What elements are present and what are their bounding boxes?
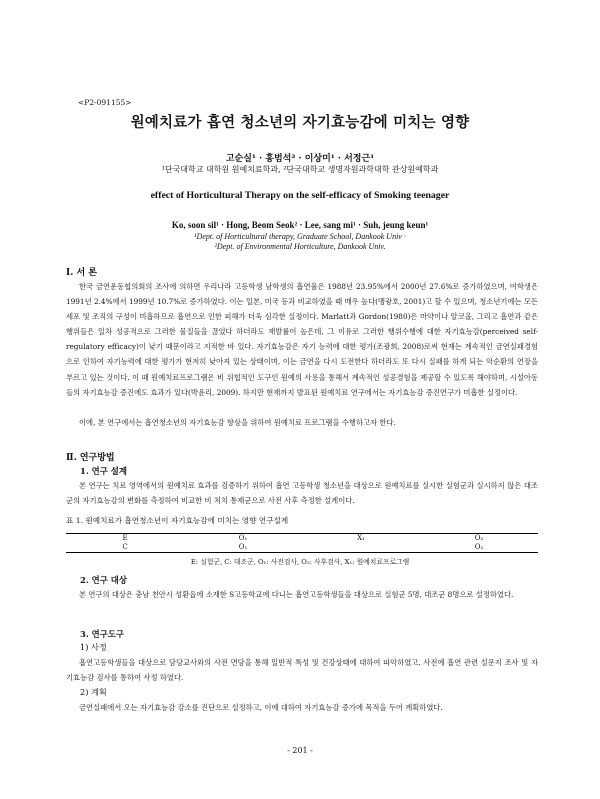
affiliation-english: [0, 232, 600, 252]
table-cell: O₁: [184, 543, 302, 553]
table-note: E: 실험군, C: 대조군, O₁: 사전검사, O₂: 사후검사, X₁: 원예치료프로그램: [190, 558, 410, 566]
affiliation-english-line-2: ²Dept. of Environmental Horticulture, Dankook Univ.: [214, 242, 386, 251]
table-row: [66, 543, 538, 553]
table-row: [66, 534, 538, 544]
table-cell: [302, 543, 420, 553]
tools-heading: 3. 연구도구: [80, 629, 125, 639]
paper-code: <P2-091155>: [78, 98, 132, 107]
affiliation-korean: ¹단국대학교 대학원 원예치료학과, ²단국대학교 생명자원과학대학 관상원예학과: [161, 165, 439, 174]
table-cell: O₂: [420, 534, 538, 544]
design-heading: 1. 연구 설계: [80, 466, 127, 476]
plan-paragraph: 금연실패에서 오는 자기효능감 감소를 진단으로 설정하고, 이에 대하여 자기효능감 증가에 목적을 두어 계획하였다.: [79, 703, 443, 712]
design-paragraph: 본 연구는 치료 영역에서의 원예치료 효과를 검증하기 위하여 흡연 고등학생 청소년을 대상으로 원예치료를 실시한 실험군과 실시하지 않은 대조군의 자기효능감의 변화를 측정하여 비교한 비 처치 통제군으로 사전 사후 측정한 설계이다.: [66, 481, 538, 506]
page-number: - 201 -: [287, 746, 313, 755]
title-korean: 원예치료가 흡연 청소년의 자기효능감에 미치는 영향: [130, 114, 470, 131]
assessment-paragraph: 흡연고등학생들을 대상으로 담당교사와의 사전 면담을 통해 일반적 특성 및 건강상태에 대하여 파악하였고, 사전에 흡연 관련 설문지 조사 및 자기효능감 검사를 통하여 사정 하였다.: [66, 658, 538, 683]
table-cell: O₂: [420, 543, 538, 553]
table-cell: E: [66, 534, 184, 544]
authors-korean: 고순실¹ · 홍범석² · 이상미¹ · 서정근¹: [225, 154, 375, 164]
intro-heading: Ⅰ. 서 론: [66, 268, 97, 278]
table-cell: O₁: [184, 534, 302, 544]
plan-heading: 2) 계획: [80, 687, 107, 697]
affiliation-english-line-1: ¹Dept. of Horticultural therapy, Graduate School, Dankook Univ ·: [194, 232, 406, 241]
method-heading: Ⅱ. 연구방법: [66, 453, 115, 463]
intro-paragraph-2: 이에, 본 연구에서는 흡연청소년의 자기효능감 향상을 위하여 원예치료 프로그램을 수행하고자 한다.: [79, 418, 396, 427]
intro-paragraph-1: 한국 금연운동협의회의 조사에 의하면 우리나라 고등학생 남학생의 흡연율은 1988년 23.95%에서 2000년 27.6%로 증가하였으며, 여학생은 1991년 2.4%에서 1999년 10.7%로 증가하였다. 이는 일본, 미국 등과 비교하였을 때 매우 높다(맹광호, 2001)고 할 수 있으며, 청소년기에는 모든 세포 및 조직의 구성이 미흡하므로 흡연으로 인한 피해가 더욱 심각한 실정이다. Marlatt과 Gordon(1980)은 마약이나 알코올, 그리고 흡연과 같은 행위들은 일차 성공적으로 그러한 물질들을 끊었다 하더라도 재발률이 높은데, 그 이유로 그러한 행위수행에 대한 자기효능감(perceived self-regulatory efficacy)이 낮기 때문이라고 지적한 바 있다. 자기효능감은 자기 능력에 대한 평가(조광희, 2008)로써 현재는 계속적인 금연실패경험으로 인하여 자기능력에 대한 평가가 현저히 낮아져 있는 상태이며, 이는 금연을 다시 도전한다 하더라도 또 다시 실패를 하게 되는 악순환의 연장을 부르고 있는 것이다. 이 때 원예치료프로그램은 비 위협적인 도구인 원예의 사용을 통해서 계속적인 성공경험을 제공할 수 있도록 해야하며, 시설아동들의 자기효능감 증진에도 효과가 있다(박윤리, 2009). 하지만 현재까지 발표된 원예치료 연구에서는 자기효능감 증진연구가 미흡한 실정이다.: [66, 282, 539, 397]
authors-english: Ko, soon sil¹ · Hong, Beom Seok² · Lee, sang mi¹ · Suh, jeung keun¹: [171, 220, 429, 230]
subjects-paragraph: 본 연구의 대상은 충남 천안시 성환읍에 소재한 S고등학교에 다니는 흡연고등학생들을 대상으로 실험군 5명, 대조군 8명으로 설정하였다.: [79, 590, 514, 599]
assessment-heading: 1) 사정: [80, 642, 107, 652]
design-table: [66, 533, 538, 553]
table-caption: 표 1. 원예치료가 흡연청소년이 자기효능감에 미치는 영향 연구설계: [66, 516, 289, 525]
table-cell: X₁: [302, 534, 420, 544]
subjects-heading: 2. 연구 대상: [80, 575, 127, 585]
table-cell: C: [66, 543, 184, 553]
title-english: effect of Horticultural Therapy on the self-efficacy of Smoking teenager: [150, 190, 450, 201]
